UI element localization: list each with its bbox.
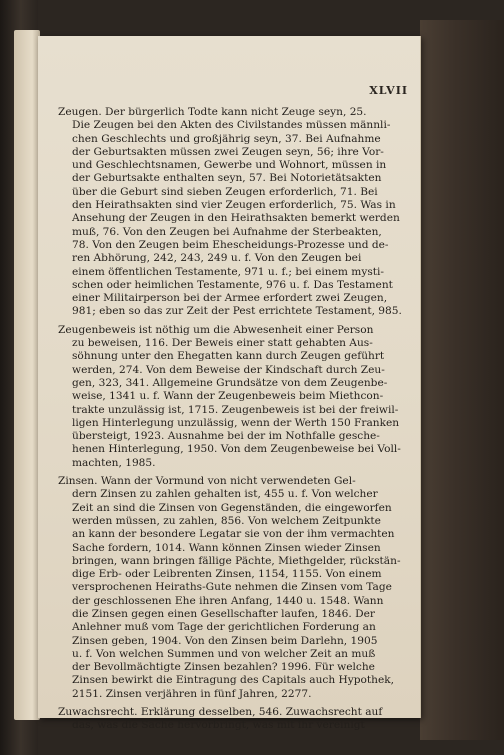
entry-line: henen Hinterlegung, 1950. Von dem Zeugenbeweise bei Voll- [72,443,401,456]
entry-line: versprochenen Heiraths-Gute nehmen die Zinsen vom Tage [72,581,392,594]
entry-line: der geschlossenen Ehe ihren Anfang, 1440 u. 1548. Wann [72,594,384,607]
entry-line: Zinsen geben, 1904. Von den Zinsen beim Darlehn, 1905 [72,634,378,647]
entry-line: Anlehner muß vom Tage der gerichtlichen Forderung an [72,621,376,634]
entry-line: 981; eben so das zur Zeit der Pest errichtete Testament, 985. [72,305,402,318]
entry-line: werden müssen, zu zahlen, 856. Von welchem Zeitpunkte [72,514,381,527]
entry-line: Ansehung der Zeugen in den Heirathsakten bemerkt werden [72,212,400,225]
index-entry [58,706,408,733]
entry-line: Zinsen bewirkt die Eintragung des Capitals auch Hypothek, [72,674,395,687]
entry-line: söhnung unter den Ehegatten kann durch Zeugen geführt [72,350,385,363]
entry-line: werden, 274. Von dem Beweise der Kindschaft durch Zeu- [72,363,385,376]
entry-first-line: Zuwachsrecht. Erklärung desselben, 546. Zuwachsrecht auf [58,706,383,719]
entry-line: chen Geschlechts und großjährig seyn, 37. Bei Aufnahme [72,132,381,145]
entry-line: der Geburtsakte enthalten seyn, 57. Bei Notorietätsakten [72,172,382,185]
entry-line: und Geschlechtsnamen, Gewerbe und Wohnort, müssen in [72,159,387,172]
entry-first-line: Zeugenbeweis ist nöthig um die Abwesenheit einer Person [58,323,374,336]
entry-line: weise, 1341 u. f. Wann der Zeugenbeweis beim Miethcon- [72,390,384,403]
page-text [58,106,408,738]
entry-line: Die Zeugen bei den Akten des Civilstandes müssen männli- [72,119,391,132]
entry-line: u. f. Von welchen Summen und von welcher Zeit an muß [72,647,376,660]
entry-line: 2151. Zinsen verjähren in fünf Jahren, 2277. [72,687,312,700]
entry-line: das, was die Sache hervorbringt, was mit ihr vereinigt [72,719,365,732]
book-cover-edge [420,20,504,740]
entry-line: der Geburtsakten müssen zwei Zeugen seyn, 56; ihre Vor- [72,145,384,158]
entry-line: machten, 1985. [72,456,156,469]
entry-first-line: Zinsen. Wann der Vormund von nicht verwendeten Gel- [58,475,356,488]
entry-line: an kann der besondere Legatar sie von der ihm vermachten [72,528,395,541]
page-header: XLVII [369,84,408,97]
entry-line: ligen Hinterlegung unzulässig, wenn der Werth 150 Franken [72,416,400,429]
index-entry [58,475,408,701]
entry-line: Sache fordern, 1014. Wann können Zinsen wieder Zinsen [72,541,381,554]
entry-line: 78. Von den Zeugen beim Ehescheidungs-Prozesse und de- [72,238,389,251]
entry-line: einer Militairperson bei der Armee erfordert zwei Zeugen, [72,292,388,305]
entry-line: bringen, wann bringen fällige Pächte, Miethgelder, rückstän- [72,554,401,567]
entry-line: gen, 323, 341. Allgemeine Grundsätze von dem Zeugenbe- [72,376,388,389]
entry-line: trakte unzulässig ist, 1715. Zeugenbeweis ist bei der freiwil- [72,403,399,416]
left-page-edge [14,30,40,720]
index-entry [58,106,408,319]
index-entry [58,324,408,470]
entry-line: muß, 76. Von den Zeugen bei Aufnahme der Sterbeakten, [72,225,382,238]
entry-line: einem öffentlichen Testamente, 971 u. f.; bei einem mysti- [72,265,384,278]
entry-first-line: Zeugen. Der bürgerlich Todte kann nicht Zeuge seyn, 25. [58,106,367,118]
entry-line: der Bevollmächtigte Zinsen bezahlen? 1996. Für welche [72,661,375,674]
entry-line: schen oder heimlichen Testamente, 976 u. f. Das Testament [72,278,393,291]
entry-line: Zeit an sind die Zinsen von Gegenständen, die eingeworfen [72,501,392,514]
entry-line: die Zinsen gegen einen Gesellschafter laufen, 1846. Der [72,607,375,620]
entry-line: übersteigt, 1923. Ausnahme bei der im Nothfalle gesche- [72,430,380,443]
entry-line: zu beweisen, 116. Der Beweis einer statt gehabten Aus- [72,337,373,350]
entry-line: ren Abhörung, 242, 243, 249 u. f. Von den Zeugen bei [72,252,362,265]
entry-line: den Heirathsakten sind vier Zeugen erforderlich, 75. Was in [72,199,396,212]
book-page [38,36,420,732]
entry-line: dige Erb- oder Leibrenten Zinsen, 1154, 1155. Von einem [72,568,382,581]
entry-line: dern Zinsen zu zahlen gehalten ist, 455 u. f. Von welcher [72,488,378,501]
entry-line: über die Geburt sind sieben Zeugen erforderlich, 71. Bei [72,185,378,198]
